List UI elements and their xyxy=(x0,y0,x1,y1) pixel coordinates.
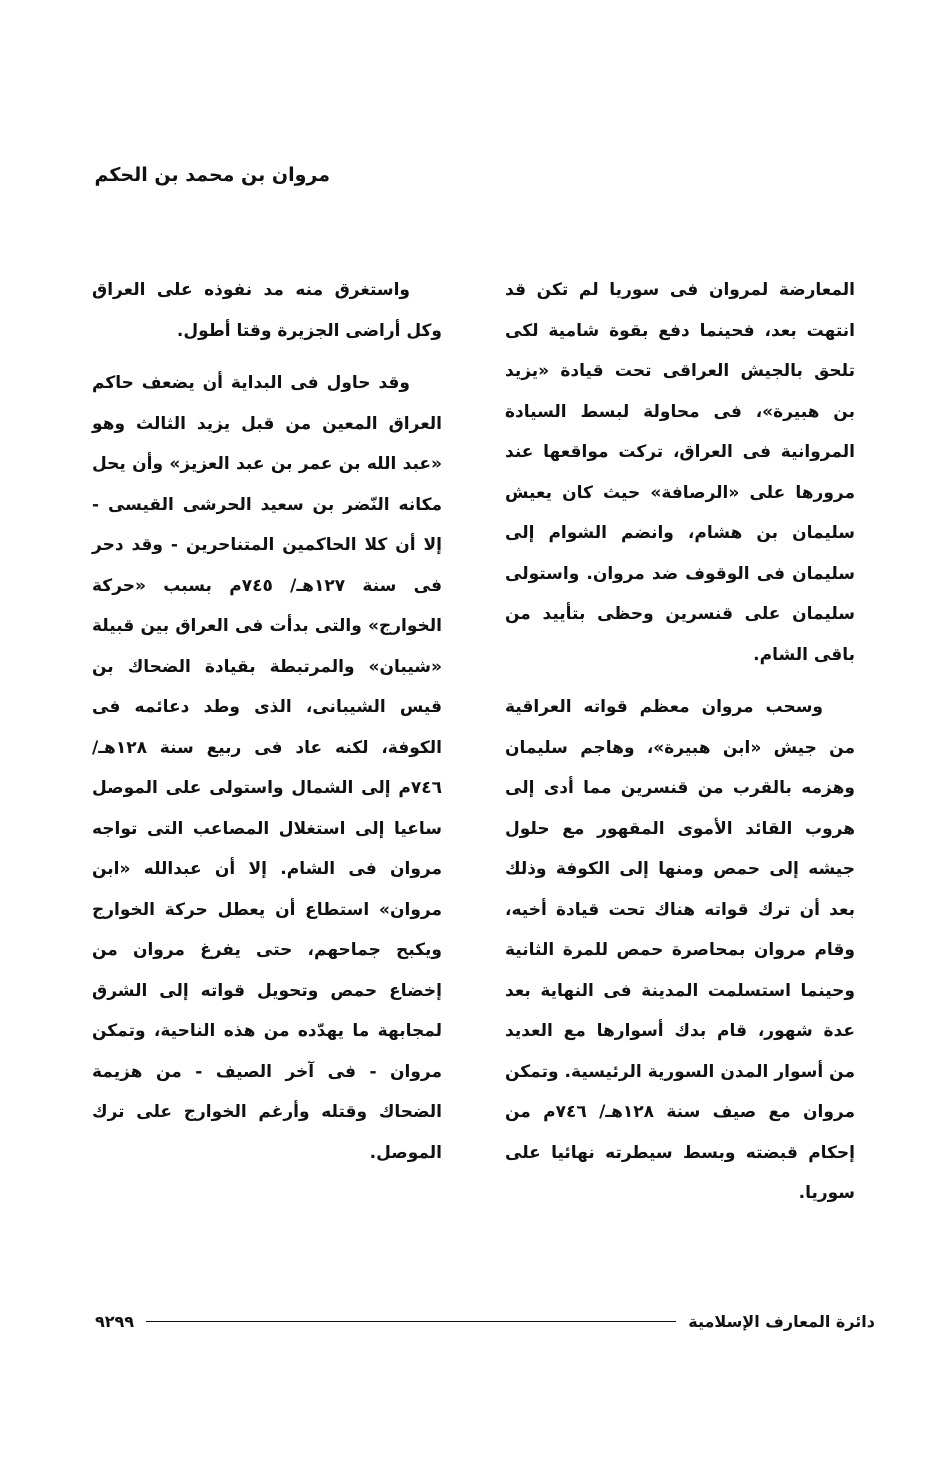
footer-publication-title: دائرة المعارف الإسلامية xyxy=(688,1311,875,1331)
paragraph: واستغرق منه مد نفوذه على العراق وكل أراضى الجزيرة وقتا أطول. xyxy=(92,280,442,341)
paragraph: وقد حاول فى البداية أن يضعف حاكم العراق المعين من قبل يزيد الثالث وهو «عبد الله بن عمر بن عبد العزيز» وأن يحل مكانه النّضر بن سعيد الحرشى القيسى - إلا أن كلا الحاكمين المتناحرين - وقد دحر فى سنة ١٢٧هـ/ ٧٤٥م بسبب «حركة الخوارج» والتى بدأت فى العراق بين قبيلة «شيبان» والمرتبطة بقيادة الضحاك بن قيس الشيبانى، الذى وطد دعائمه فى الكوفة، لكنه عاد فى ربيع سنة ١٢٨هـ/ ٧٤٦م إلى الشمال واستولى على الموصل ساعيا إلى استغلال المصاعب التى تواجه مروان فى الشام. إلا أن عبدالله «ابن مروان» استطاع أن يعطل حركة الخوارج ويكبح جماحهم، حتى يفرغ مروان من إخضاع حمص وتحويل قواته إلى الشرق لمجابهة ما يهدّده من هذه الناحية، وتمكن مروان - فى آخر الصيف - من هزيمة الضحاك وقتله وأرغم الخوارج على ترك الموصل. xyxy=(92,373,443,1163)
left-text-column xyxy=(92,270,442,1185)
running-header-title: مروان بن محمد بن الحكم xyxy=(94,164,330,186)
paragraph: المعارضة لمروان فى سوريا لم تكن قد انتهت بعد، فحينما دفع بقوة شامية لكى تلحق بالجيش العراقى تحت قيادة «يزيد بن هبيرة»، فى محاولة لبسط السيادة المروانية فى العراق، تركت مواقعها عند مرورها على «الرصافة» حيث كان يعيش سليمان بن هشام، وانضم الشوام إلى سليمان فى الوقوف ضد مروان. واستولى سليمان على قنسرين وحظى بتأييد من باقى الشام. xyxy=(505,280,855,665)
page-number: ٩٢٩٩ xyxy=(95,1311,135,1331)
page-footer xyxy=(95,1306,875,1336)
paragraph: وسحب مروان معظم قواته العراقية من جيش «ابن هبيرة»، وهاجم سليمان وهزمه بالقرب من قنسرين مما أدى إلى هروب القائد الأموى المقهور مع حلول جيشه إلى حمص ومنها إلى الكوفة وذلك بعد أن ترك قواته هناك تحت قيادة أخيه، وقام مروان بمحاصرة حمص للمرة الثانية وحينما استسلمت المدينة فى النهاية بعد عدة شهور، قام بدك أسوارها مع العديد من أسوار المدن السورية الرئيسية. وتمكن مروان مع صيف سنة ١٢٨هـ/ ٧٤٦م من إحكام قبضته وبسط سيطرته نهائيا على سوريا. xyxy=(505,697,855,1203)
right-text-column xyxy=(505,270,855,1226)
footer-divider xyxy=(146,1321,676,1322)
